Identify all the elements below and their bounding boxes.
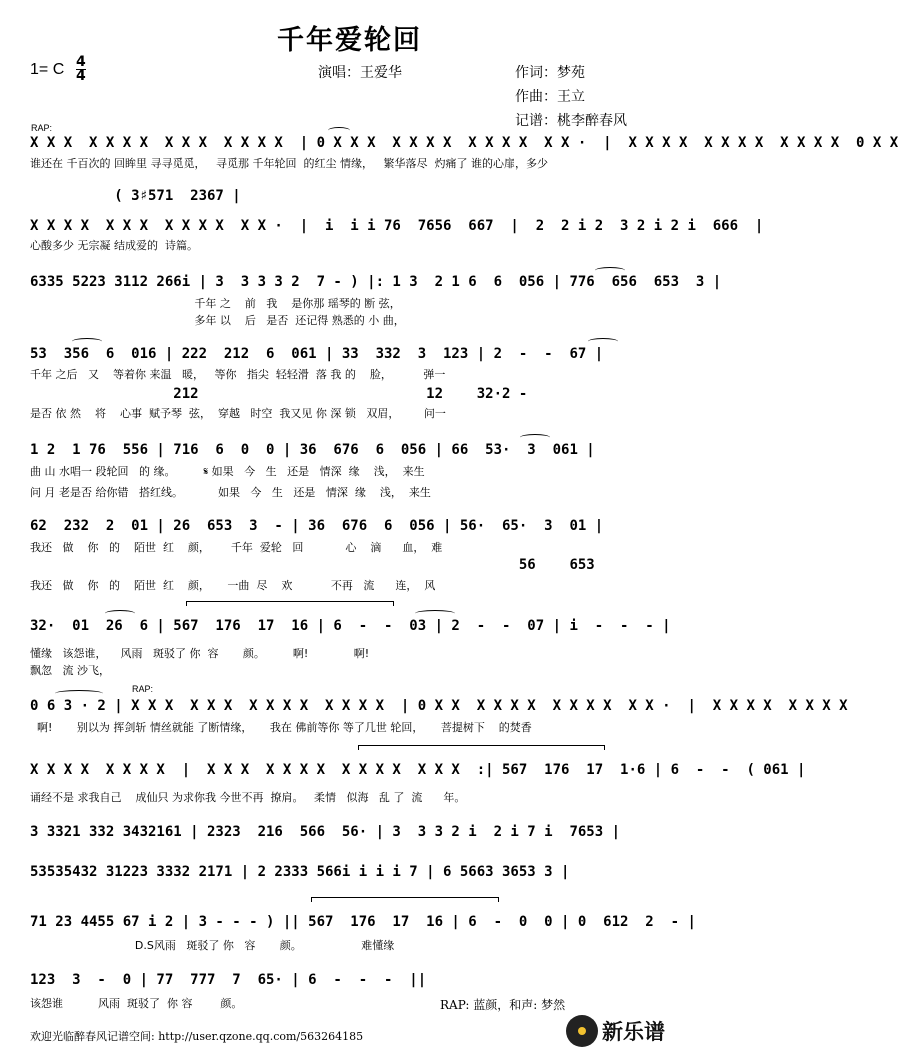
song-title: 千年爱轮回	[277, 25, 422, 56]
lyricist-credit: 作词：梦苑	[515, 65, 585, 81]
rap-marker: RAP:	[132, 684, 154, 694]
time-signature-top: 4	[76, 54, 86, 70]
volta-bracket	[186, 601, 394, 606]
slur-mark	[415, 610, 455, 617]
footer-link[interactable]: 欢迎光临醉春风记谱空间: http://user.qzone.qq.com/563264185	[30, 1030, 364, 1043]
slur-mark	[72, 338, 102, 345]
slur-mark	[328, 127, 350, 134]
lyric-line: 曲 山 水唱一 段轮回 的 缘。 𝄋 如果 今 生 还是 情深 缘 浅， 来生	[30, 465, 425, 478]
lyric-line: 我还 做 你 的 陌世 红 颜， 一曲 尽 欢 不再 流 连， 风	[30, 579, 436, 592]
notation-line: 71 23 4455 67 i 2 | 3 - - - ) || 567 176 17 16 | 6 - 0 0 | 0 612 2 - |	[30, 914, 696, 930]
lyric-line: D.S风雨 斑驳了 你 容 颜。 难懂缘	[30, 939, 395, 952]
transcriber-credit: 记谱：桃李醉春风	[515, 113, 627, 129]
rap-credit: RAP: 蓝颜，和声: 梦然	[440, 998, 566, 1012]
record-icon	[566, 1015, 598, 1047]
lyric-line: 诵经不是 求我自己 成仙只 为求你我 今世不再 撩肩。 柔情 似海 乱 了 流 年。	[30, 791, 466, 804]
site-logo[interactable]	[566, 1012, 691, 1050]
slur-mark	[588, 338, 618, 345]
composer-credit: 作曲：王立	[515, 89, 585, 105]
singer-credit: 演唱：王爱华	[318, 65, 402, 81]
time-signature-bottom: 4	[76, 68, 86, 84]
notation-line: 53 356 6 016 | 222 212 6 061 | 33 332 3 123 | 2 - - 67 |	[30, 346, 604, 362]
notation-line: 212 12 32·2 -	[30, 386, 528, 402]
lyric-line: 谁还在 千百次的 回眸里 寻寻觅觅， 寻觅那 千年轮回 的红尘 情缘， 繁华落尽 灼痛了 谁的心扉，多少	[30, 157, 548, 170]
notation-line: 53535432 31223 3332 2171 | 2 2333 566i i i i 7 | 6 5663 3653 3 |	[30, 864, 570, 880]
notation-line: ( 3♯571 2367 |	[30, 188, 241, 204]
notation-line: 1 2 1 76 556 | 716 6 0 0 | 36 676 6 056 | 66 53· 3 061 |	[30, 442, 595, 458]
slur-mark	[520, 434, 550, 441]
volta-bracket	[311, 897, 499, 902]
notation-line: 3 3321 332 3432161 | 2323 216 566 56· | 3 3 3 2 i 2 i 7 i 7653 |	[30, 824, 621, 840]
notation-line: X X X X X X X X | X X X X X X X X X X X X X X :| 567 176 17 1·6 | 6 - - ( 061 |	[30, 762, 806, 778]
lyric-line: 是否 依 然 将 心事 赋予琴 弦， 穿越 时空 我又见 你 深 锁 双眉， 问一	[30, 407, 446, 420]
notation-line: 0 6 3 · 2 | X X X X X X X X X X X X X X | 0 X X X X X X X X X X X X · | X X X X X X X X	[30, 698, 848, 714]
lyric-line: 多年 以 后 是否 还记得 熟悉的 小 曲，	[30, 314, 405, 327]
slur-mark	[595, 267, 625, 274]
notation-line: X X X X X X X X X X X X X · | i i i 76 7656 667 | 2 2 i 2 3 2 i 2 i 666 |	[30, 218, 764, 234]
notation-line: 62 232 2 01 | 26 653 3 - | 36 676 6 056 | 56· 65· 3 01 |	[30, 518, 604, 534]
lyric-line: 千年 之后 又 等着你 来温 暖， 等你 指尖 轻轻滑 落 我 的 脸， 弹一	[30, 368, 446, 381]
notation-line: 32· 01 26 6 | 567 176 17 16 | 6 - - 03 | 2 - - 07 | i - - - |	[30, 618, 671, 634]
notation-line: 6335 5223 3112 266i | 3 3 3 3 2 7 - ) |: 1 3 2 1 6 6 056 | 776 656 653 3 |	[30, 274, 722, 290]
lyric-line: 飘忽 流 沙飞，	[30, 664, 110, 677]
slur-mark	[105, 610, 135, 617]
lyric-line: 心酸多少 无宗凝 结成爱的 诗篇。	[30, 239, 198, 252]
notation-line: X X X X X X X X X X X X X X | 0 X X X X X X X X X X X X X · | X X X X X X X X X X X X 0 X X	[30, 135, 898, 151]
lyric-line: 啊! 别以为 挥剑斩 情丝就能 了断情缘， 我在 佛前等你 等了几世 轮回， 菩提树下 的焚香	[30, 721, 532, 734]
lyric-line: 我还 做 你 的 陌世 红 颜， 千年 爱轮 回 心 滴 血， 难	[30, 541, 443, 554]
logo-text: 新乐谱	[602, 1020, 665, 1044]
rap-marker: RAP:	[31, 123, 53, 133]
slur-mark	[55, 690, 103, 697]
lyric-line: 懂缘 该怨谁， 风雨 斑驳了 你 容 颜。 啊! 啊!	[30, 647, 370, 660]
lyric-line: 该怨谁 风雨 斑驳了 你 容 颜。	[30, 997, 243, 1010]
notation-line: 123 3 - 0 | 77 777 7 65· | 6 - - - ||	[30, 972, 427, 988]
key-signature: 1= C	[30, 61, 65, 78]
lyric-line: 问 月 老是否 给你错 搭红线。 如果 今 生 还是 情深 缘 浅， 来生	[30, 486, 431, 499]
time-signature	[76, 56, 86, 83]
lyric-line: 千年 之 前 我 是你那 瑶琴的 断 弦，	[30, 297, 401, 310]
volta-bracket	[358, 745, 605, 750]
notation-line: 56 653	[30, 557, 595, 573]
